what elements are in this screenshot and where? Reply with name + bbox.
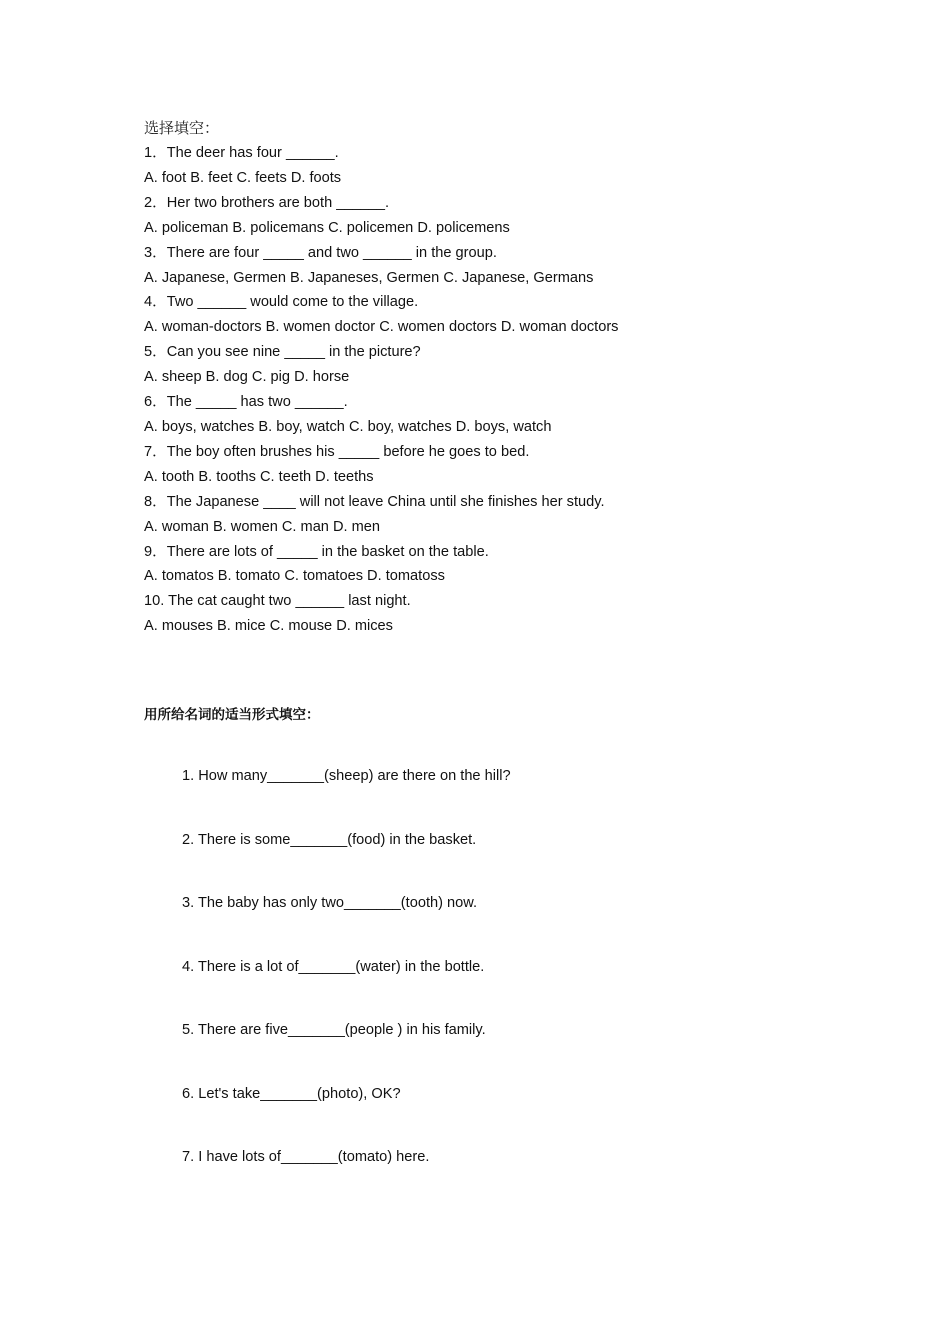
options-4: A. woman-doctors B. women doctor C. women doctors D. woman doctors	[144, 319, 619, 336]
fill-in-item-5: 5. There are five_______(people ) in his family.	[182, 1022, 486, 1038]
fill-in-list	[182, 765, 742, 1210]
multiple-choice-section	[144, 116, 644, 639]
fill-in-item-3: 3. The baby has only two_______(tooth) now.	[182, 895, 478, 911]
fill-in-item-4: 4. There is a lot of_______(water) in the bottle.	[182, 958, 485, 975]
question-2: 2．Her two brothers are both ______.	[144, 194, 389, 211]
question-10: 10. The cat caught two ______ last night.	[144, 593, 411, 610]
fill-in-section	[144, 704, 744, 1165]
options-5: A. sheep B. dog C. pig D. horse	[144, 369, 350, 386]
question-3: 3．There are four _____ and two ______ in the group.	[144, 244, 497, 261]
question-4: 4．Two ______ would come to the village.	[144, 294, 419, 311]
question-5: 5．Can you see nine _____ in the picture?	[144, 344, 421, 361]
multiple-choice-heading: 选择填空：	[144, 119, 220, 137]
question-8: 8．The Japanese ____ will not leave China until she finishes her study.	[144, 493, 605, 510]
options-10: A. mouses B. mice C. mouse D. mices	[144, 618, 393, 635]
options-9: A. tomatos B. tomato C. tomatoes D. tomatoss	[144, 568, 445, 585]
question-6: 6．The _____ has two ______.	[144, 394, 348, 411]
options-6: A. boys, watches B. boy, watch C. boy, watches D. boys, watch	[144, 418, 552, 435]
options-2: A. policeman B. policemans C. policemen D. policemens	[144, 219, 510, 236]
fill-in-item-7: 7. I have lots of_______(tomato) here.	[182, 1149, 430, 1165]
question-1: 1．The deer has four ______.	[144, 145, 339, 161]
options-3: A. Japanese, Germen B. Japaneses, Germen C. Japanese, Germans	[144, 269, 594, 286]
options-7: A. tooth B. tooths C. teeth D. teeths	[144, 468, 374, 485]
fill-in-heading: 用所给名词的适当形式填空：	[144, 707, 320, 723]
fill-in-item-2: 2. There is some_______(food) in the basket.	[182, 831, 477, 848]
fill-in-item-1: 1. How many_______(sheep) are there on the hill?	[182, 768, 511, 784]
fill-in-item-6: 6. Let's take_______(photo), OK?	[182, 1085, 401, 1102]
options-8: A. woman B. women C. man D. men	[144, 518, 381, 535]
question-7: 7．The boy often brushes his _____ before he goes to bed.	[144, 443, 530, 460]
question-9: 9．There are lots of _____ in the basket on the table.	[144, 543, 489, 560]
options-1: A. foot B. feet C. feets D. foots	[144, 169, 342, 186]
